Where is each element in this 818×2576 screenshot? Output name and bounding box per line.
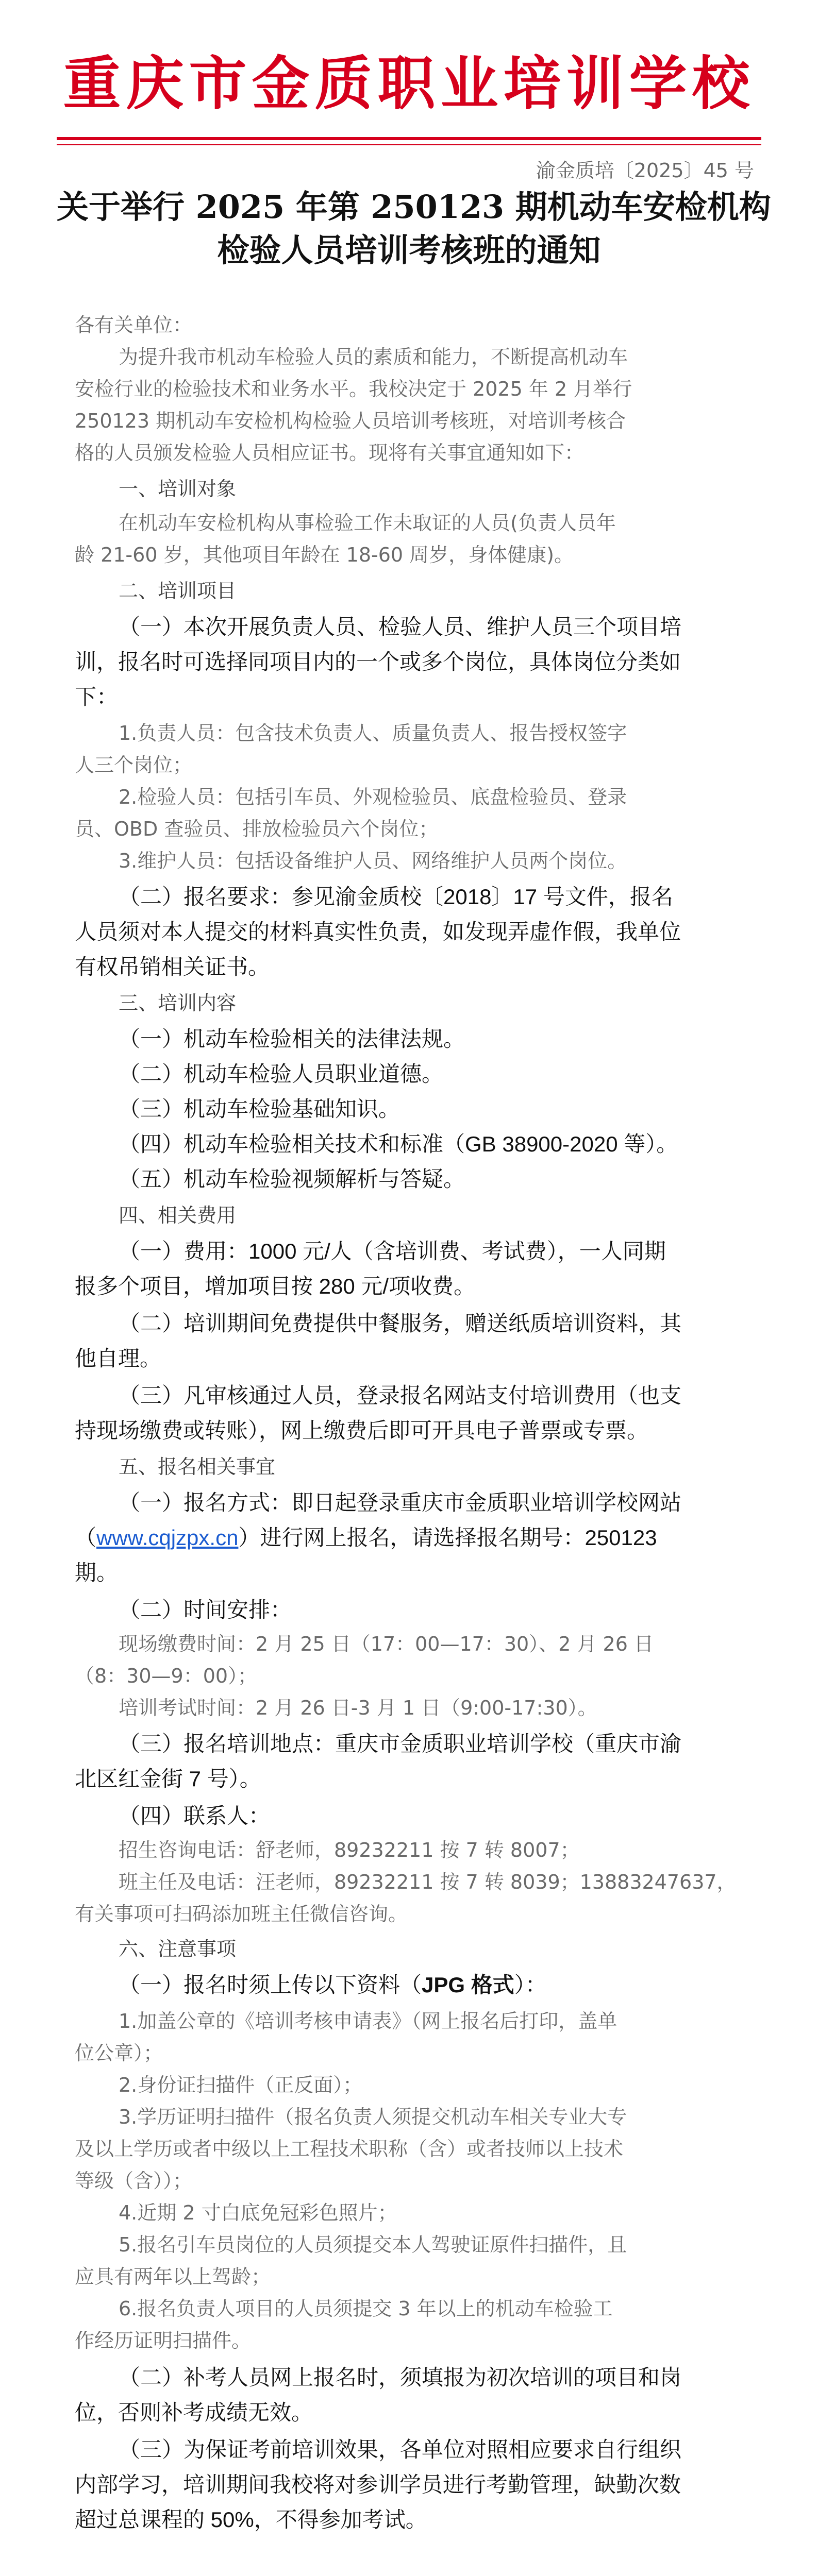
section-heading: 三、培训内容 <box>119 992 237 1014</box>
section-heading: 四、相关费用 <box>119 1204 237 1227</box>
list-item: 2.身份证扫描件（正反面）； <box>119 2074 363 2096</box>
document-number: 渝金质培〔2025〕45 号 <box>536 159 754 182</box>
list-item: 作经历证明扫描件。 <box>75 2329 252 2352</box>
paragraph-line: （三）为保证考前培训效果，各单位对照相应要求自行组织 <box>119 2437 682 2462</box>
paragraph-suffix: ）： <box>514 1973 547 1997</box>
paragraph-line: 持现场缴费或转账），网上缴费后即可开具电子普票或专票。 <box>75 1418 649 1443</box>
paren-open: （ <box>75 1526 97 1550</box>
list-item: 3.维护人员：包括设备维护人员、网络维护人员两个岗位。 <box>119 850 627 872</box>
paragraph-line: （二）时间安排： <box>119 1598 292 1622</box>
content-item: （四）机动车检验相关技术和标准（GB 38900-2020 等）。 <box>119 1132 678 1156</box>
list-item: 等级（含））； <box>75 2170 193 2192</box>
paragraph-line: 位，否则补考成绩无效。 <box>75 2400 313 2425</box>
list-item: 5.报名引车员岗位的人员须提交本人驾驶证原件扫描件，且 <box>119 2233 627 2256</box>
list-item: 4.近期 2 寸白底免冠彩色照片； <box>119 2201 397 2224</box>
paragraph-rest: ）进行网上报名，请选择报名期号：250123 <box>238 1526 657 1550</box>
paragraph-line: （一）费用：1000 元/人（含培训费、考试费），一人同期 <box>119 1239 666 1263</box>
paragraph-line: 报多个项目，增加项目按 280 元/项收费。 <box>75 1274 476 1298</box>
section-heading: 五、报名相关事宜 <box>119 1455 276 1478</box>
title-line-1: 关于举行 2025 年第 250123 期机动车安检机构 <box>57 188 771 226</box>
intro-line: 安检行业的检验技术和业务水平。我校决定于 2025 年 2 月举行 <box>75 378 632 400</box>
paragraph-line: （三）凡审核通过人员，登录报名网站支付培训费用（也支 <box>119 1383 682 1408</box>
paragraph-line <box>75 1521 657 1552</box>
paragraph-line <box>119 1968 547 1999</box>
paragraph-line: 人员须对本人提交的材料真实性负责，如发现弄虚作假，我单位 <box>75 920 681 944</box>
list-item: 1.负责人员：包含技术负责人、质量负责人、报告授权签字 <box>119 722 627 744</box>
school-masthead: 重庆市金质职业培训学校 <box>63 50 755 117</box>
paragraph-line: （二）补考人员网上报名时，须填报为初次培训的项目和岗 <box>119 2365 682 2389</box>
paragraph-line: （一）报名方式：即日起登录重庆市金质职业培训学校网站 <box>119 1490 682 1515</box>
content-item: （三）机动车检验基础知识。 <box>119 1097 400 1121</box>
content-item: （五）机动车检验视频解析与答疑。 <box>119 1167 465 1191</box>
paragraph-line: 他自理。 <box>75 1346 162 1370</box>
paragraph-line: （三）报名培训地点：重庆市金质职业培训学校（重庆市渝 <box>119 1732 682 1756</box>
contact-line: 有关事项可扫码添加班主任微信咨询。 <box>75 1903 408 1925</box>
intro-line: 250123 期机动车安检机构检验人员培训考核班，对培训考核合 <box>75 410 626 432</box>
schedule-line: （8：30—9：00）； <box>75 1665 258 1687</box>
list-item: 应具有两年以上驾龄； <box>75 2265 271 2288</box>
contact-line: 班主任及电话：汪老师，89232211 按 7 转 8039；13883247637， <box>119 1871 737 1893</box>
paragraph-line: （四）联系人： <box>119 1804 271 1828</box>
paragraph-line: 北区红金街 7 号）。 <box>75 1767 261 1791</box>
content-item: （一）机动车检验相关的法律法规。 <box>119 1027 465 1051</box>
paragraph-line: （二）报名要求：参见渝金质校〔2018〕17 号文件，报名 <box>119 885 673 909</box>
paragraph-line: 内部学习，培训期间我校将对参训学员进行考勤管理，缺勤次数 <box>75 2472 681 2497</box>
salutation: 各有关单位： <box>75 314 193 336</box>
schedule-line: 现场缴费时间：2 月 25 日（17：00—17：30）、2 月 26 日 <box>119 1633 654 1655</box>
list-item: 及以上学历或者中级以上工程技术职称（含）或者技师以上技术 <box>75 2138 624 2160</box>
masthead-rule-thick <box>57 137 761 140</box>
title-line-2: 检验人员培训考核班的通知 <box>217 231 601 269</box>
paragraph-line: 有权吊销相关证书。 <box>75 955 270 979</box>
list-item: 3.学历证明扫描件（报名负责人须提交机动车相关专业大专 <box>119 2106 627 2128</box>
notice-title <box>57 185 771 272</box>
format-emphasis: JPG 格式 <box>422 1973 514 1997</box>
paragraph-line: （二）培训期间免费提供中餐服务，赠送纸质培训资料，其 <box>119 1311 682 1335</box>
section-text: 在机动车安检机构从事检验工作未取证的人员(负责人员年 <box>119 512 616 534</box>
paragraph-line: （一）本次开展负责人员、检验人员、维护人员三个项目培 <box>119 615 682 639</box>
paragraph-line: 期。 <box>75 1561 119 1585</box>
list-item: 人三个岗位； <box>75 754 193 776</box>
list-item: 1.加盖公章的《培训考核申请表》（网上报名后打印，盖单 <box>119 2010 617 2032</box>
paragraph-line: 超过总课程的 50%，不得参加考试。 <box>75 2507 427 2532</box>
school-website-link[interactable]: www.cqjzpx.cn <box>96 1526 239 1550</box>
list-item: 2.检验人员：包括引车员、外观检验员、底盘检验员、登录 <box>119 786 627 808</box>
masthead-rule-thin <box>57 144 761 145</box>
content-item: （二）机动车检验人员职业道德。 <box>119 1062 444 1086</box>
section-heading: 一、培训对象 <box>119 478 237 500</box>
section-heading: 六、注意事项 <box>119 1938 237 1960</box>
list-item: 位公章）； <box>75 2042 163 2064</box>
section-heading: 二、培训项目 <box>119 580 237 602</box>
list-item: 6.报名负责人项目的人员须提交 3 年以上的机动车检验工 <box>119 2297 613 2320</box>
contact-line: 招生咨询电话：舒老师，89232211 按 7 转 8007； <box>119 1839 580 1861</box>
paragraph-prefix: （一）报名时须上传以下资料（ <box>119 1973 422 1997</box>
list-item: 员、OBD 查验员、排放检验员六个岗位； <box>75 818 439 840</box>
section-text: 龄 21-60 岁，其他项目年龄在 18-60 周岁，身体健康)。 <box>75 544 574 566</box>
schedule-line: 培训考试时间：2 月 26 日-3 月 1 日（9:00-17:30）。 <box>119 1697 597 1719</box>
intro-line: 格的人员颁发检验人员相应证书。现将有关事宜通知如下： <box>75 442 585 464</box>
paragraph-line: 训，报名时可选择同项目内的一个或多个岗位，具体岗位分类如 <box>75 650 681 674</box>
paragraph-line: 下： <box>75 685 119 709</box>
intro-line: 为提升我市机动车检验人员的素质和能力，不断提高机动车 <box>119 346 628 368</box>
